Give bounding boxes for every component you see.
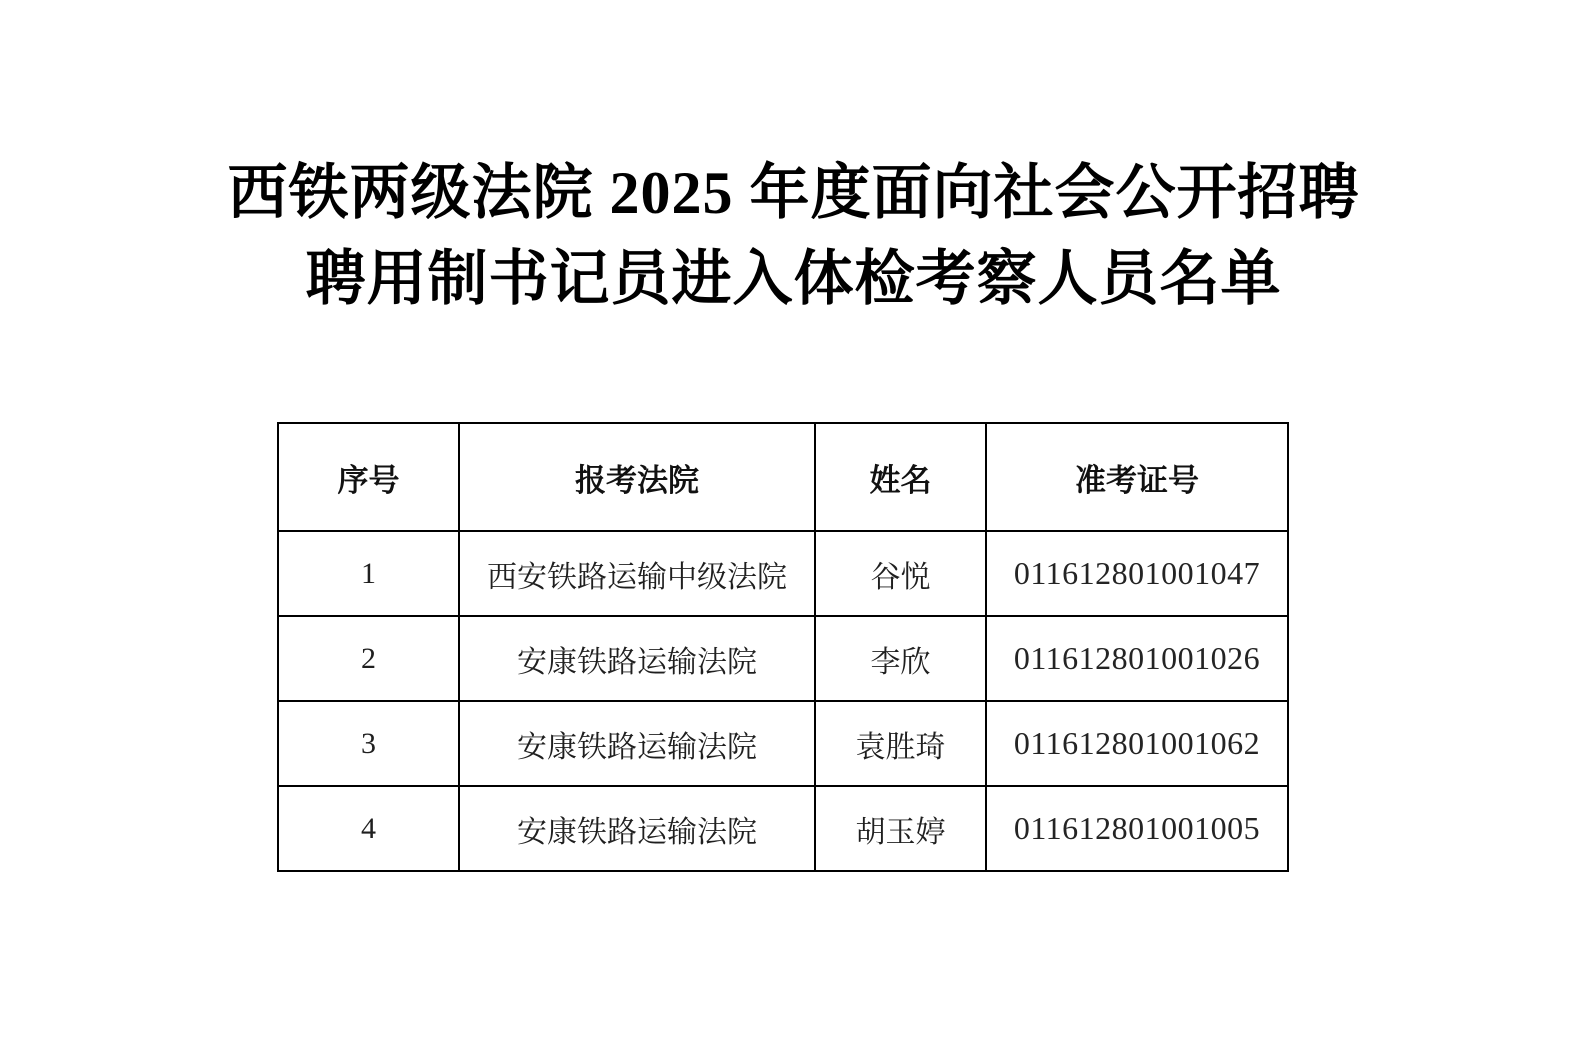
cell-name: 袁胜琦 [815, 701, 986, 786]
cell-serial-number: 1 [278, 531, 459, 616]
table-row [278, 701, 1288, 786]
cell-serial-number: 2 [278, 616, 459, 701]
page-title-line1: 西铁两级法院 2025 年度面向社会公开招聘 [227, 160, 1360, 226]
cell-court: 安康铁路运输法院 [459, 616, 815, 701]
cell-name: 胡玉婷 [815, 786, 986, 871]
table-header-row [278, 423, 1288, 531]
cell-court: 安康铁路运输法院 [459, 786, 815, 871]
cell-serial-number: 3 [278, 701, 459, 786]
page-title-line2: 聘用制书记员进入体检考察人员名单 [305, 246, 1282, 312]
col-header-serial-number: 序号 [278, 423, 459, 531]
cell-ticket-number: 011612801001026 [986, 616, 1288, 701]
cell-serial-number: 4 [278, 786, 459, 871]
page-title [0, 150, 1587, 322]
cell-name: 谷悦 [815, 531, 986, 616]
candidates-table [277, 422, 1289, 872]
cell-ticket-number: 011612801001047 [986, 531, 1288, 616]
col-header-name: 姓名 [815, 423, 986, 531]
cell-court: 安康铁路运输法院 [459, 701, 815, 786]
table-row [278, 531, 1288, 616]
table-row [278, 786, 1288, 871]
table-row [278, 616, 1288, 701]
col-header-court-applied: 报考法院 [459, 423, 815, 531]
cell-name: 李欣 [815, 616, 986, 701]
cell-ticket-number: 011612801001062 [986, 701, 1288, 786]
cell-court: 西安铁路运输中级法院 [459, 531, 815, 616]
cell-ticket-number: 011612801001005 [986, 786, 1288, 871]
col-header-ticket-number: 准考证号 [986, 423, 1288, 531]
